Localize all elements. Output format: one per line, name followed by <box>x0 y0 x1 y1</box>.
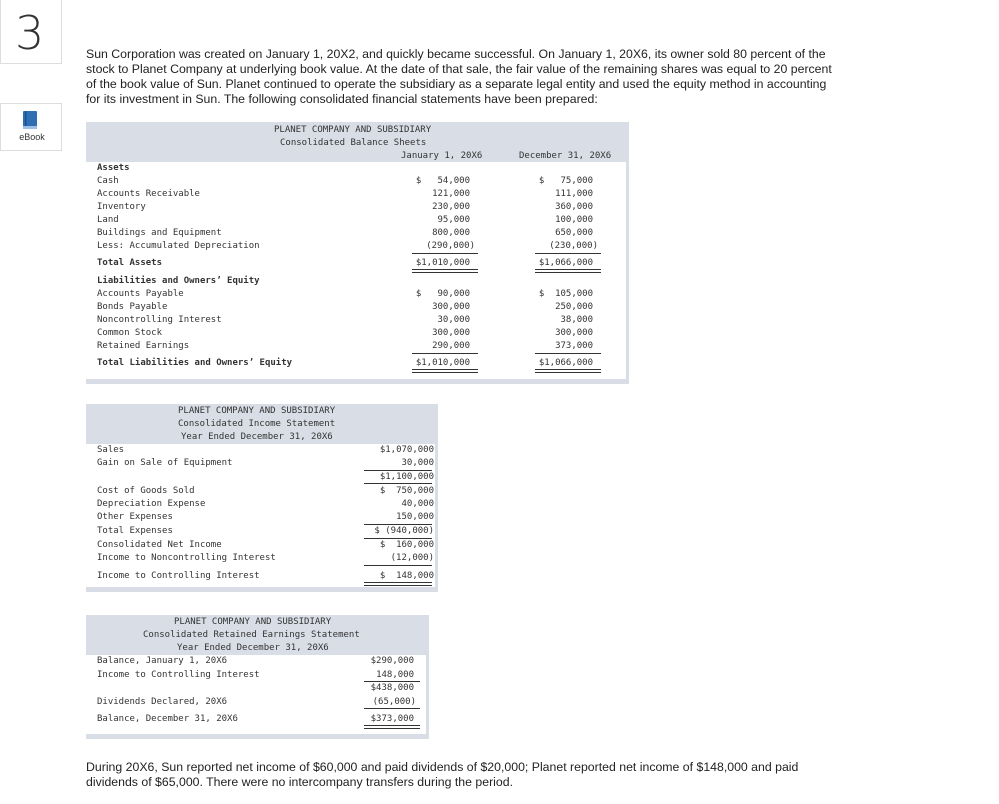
re-value: $290,000 <box>370 656 414 666</box>
re-row-label: Balance, December 31, 20X6 <box>97 714 238 724</box>
re-row-label: Balance, January 1, 20X6 <box>97 656 228 666</box>
is-value: $1,070,000 <box>379 445 434 455</box>
bs-dec-value: $1,066,000 <box>538 358 593 368</box>
bs-jan-value: 300,000 <box>432 302 470 312</box>
bs-row-label: Total Liabilities and Owners’ Equity <box>97 358 293 368</box>
bs-row-label: Accounts Payable <box>97 289 184 299</box>
is-value: $1,100,000 <box>379 472 434 482</box>
bs-row-label: Liabilities and Owners’ Equity <box>97 276 260 286</box>
balance-sheet-col-dec: December 31, 20X6 <box>519 151 612 161</box>
bs-dec-value: 360,000 <box>555 202 593 212</box>
retained-earnings-title-company: PLANET COMPANY AND SUBSIDIARY <box>174 617 332 627</box>
closing-paragraph: During 20X6, Sun reported net income of $60,000 and paid dividends of $20,000; Planet reported net income of $148,000 and paid dividends of $65,000. There were no intercompany transfers during the period. <box>86 760 799 789</box>
ebook-label: eBook <box>19 132 45 142</box>
is-row-label: Total Expenses <box>97 526 173 536</box>
bs-row-label: Buildings and Equipment <box>97 228 222 238</box>
is-row-label: Income to Controlling Interest <box>97 571 260 581</box>
bs-dec-value: 38,000 <box>560 315 593 325</box>
bs-row-label: Retained Earnings <box>97 341 190 351</box>
question-number-box <box>0 0 62 64</box>
bs-jan-value: 95,000 <box>437 215 470 225</box>
bs-row-label: Bonds Payable <box>97 302 168 312</box>
bs-row-label: Assets <box>97 163 130 173</box>
bs-jan-value: (290,000) <box>426 241 475 251</box>
income-statement-title: Consolidated Income Statement <box>178 419 336 429</box>
bs-dec-value: 373,000 <box>555 341 593 351</box>
book-icon <box>22 111 38 130</box>
is-row-label: Cost of Goods Sold <box>97 486 195 496</box>
bs-jan-value: $ 90,000 <box>415 289 470 299</box>
bs-dec-value: 100,000 <box>555 215 593 225</box>
bs-jan-value: $1,010,000 <box>415 358 470 368</box>
re-value: $438,000 <box>370 683 414 693</box>
retained-earnings-period: Year Ended December 31, 20X6 <box>177 643 329 653</box>
is-value: 150,000 <box>396 512 434 522</box>
re-value: (65,000) <box>372 697 416 707</box>
balance-sheet-col-jan: January 1, 20X6 <box>401 151 483 161</box>
bs-dec-value: 300,000 <box>555 328 593 338</box>
bs-dec-value: 250,000 <box>555 302 593 312</box>
bs-dec-value: 111,000 <box>555 189 593 199</box>
bs-row-label: Noncontrolling Interest <box>97 315 222 325</box>
bs-jan-value: 290,000 <box>432 341 470 351</box>
is-row-label: Gain on Sale of Equipment <box>97 458 233 468</box>
bs-dec-value: $1,066,000 <box>538 258 593 268</box>
is-row-label: Depreciation Expense <box>97 499 206 509</box>
income-statement-title-company: PLANET COMPANY AND SUBSIDIARY <box>178 406 336 416</box>
bs-jan-value: 800,000 <box>432 228 470 238</box>
bs-row-label: Cash <box>97 176 119 186</box>
balance-sheet-title-company: PLANET COMPANY AND SUBSIDIARY <box>274 125 432 135</box>
bs-row-label: Common Stock <box>97 328 163 338</box>
is-value: $ 160,000 <box>379 540 434 550</box>
bs-jan-value: $ 54,000 <box>415 176 470 186</box>
bs-dec-value: (230,000) <box>549 241 598 251</box>
re-value: 148,000 <box>376 670 414 680</box>
re-row-label: Dividends Declared, 20X6 <box>97 697 228 707</box>
intro-paragraph: Sun Corporation was created on January 1, 20X2, and quickly became successful. On January 1, 20X6, its owner sold 80 percent of the stock to Planet Company at underlying book value. At the date of that sale, the fair value of the remaining shares was equal to 20 percent of the book value of Sun. Planet continued to operate the subsidiary as a separate legal entity and used the equity method in accounting for its investment in Sun. The following consolidated financial statements have been prepared: <box>86 47 832 106</box>
is-value: $ 148,000 <box>379 571 434 581</box>
bs-row-label: Total Assets <box>97 258 163 268</box>
is-value: 40,000 <box>401 499 434 509</box>
question-number: 3 <box>15 6 45 60</box>
bs-dec-value: $ 75,000 <box>538 176 593 186</box>
bs-jan-value: 300,000 <box>432 328 470 338</box>
bs-jan-value: $1,010,000 <box>415 258 470 268</box>
re-row-label: Income to Controlling Interest <box>97 670 260 680</box>
bs-jan-value: 121,000 <box>432 189 470 199</box>
re-value: $373,000 <box>370 714 414 724</box>
is-value: $ (940,000) <box>374 526 434 536</box>
balance-sheet-title: Consolidated Balance Sheets <box>280 138 427 148</box>
is-row-label: Other Expenses <box>97 512 173 522</box>
is-row-label: Income to Noncontrolling Interest <box>97 553 276 563</box>
retained-earnings-title: Consolidated Retained Earnings Statement <box>143 630 360 640</box>
is-value: 30,000 <box>401 458 434 468</box>
bs-row-label: Inventory <box>97 202 146 212</box>
bs-row-label: Land <box>97 215 119 225</box>
ebook-button[interactable] <box>0 103 62 151</box>
bs-jan-value: 30,000 <box>437 315 470 325</box>
bs-row-label: Accounts Receivable <box>97 189 200 199</box>
is-value: $ 750,000 <box>379 486 434 496</box>
is-row-label: Sales <box>97 445 125 455</box>
bs-row-label: Less: Accumulated Depreciation <box>97 241 260 251</box>
is-row-label: Consolidated Net Income <box>97 540 222 550</box>
income-statement-period: Year Ended December 31, 20X6 <box>181 432 333 442</box>
bs-dec-value: 650,000 <box>555 228 593 238</box>
bs-jan-value: 230,000 <box>432 202 470 212</box>
bs-dec-value: $ 105,000 <box>538 289 593 299</box>
is-value: (12,000) <box>390 553 434 563</box>
